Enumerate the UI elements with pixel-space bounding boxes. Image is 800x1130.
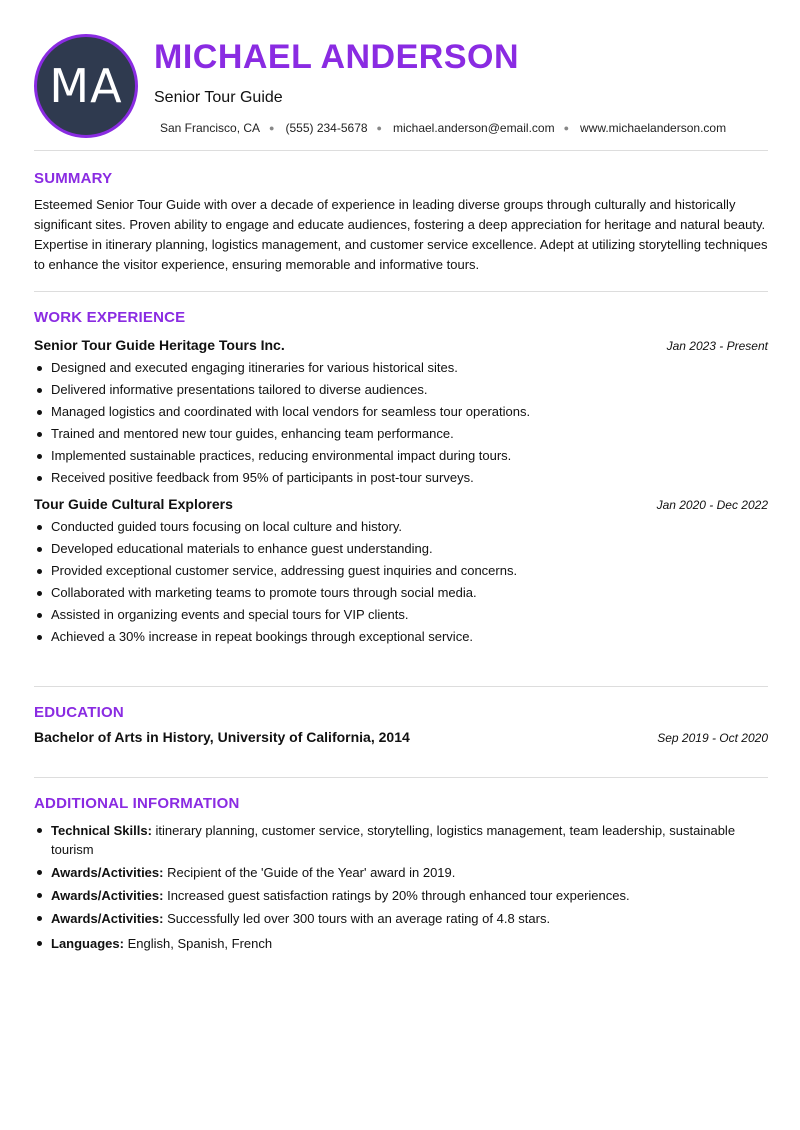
bullet-item: Managed logistics and coordinated with local vendors for seamless tour operations.	[34, 401, 768, 423]
summary-heading: SUMMARY	[34, 170, 113, 187]
additional-heading: ADDITIONAL INFORMATION	[34, 795, 240, 812]
job-dates: Jan 2020 - Dec 2022	[656, 498, 768, 512]
section-divider	[34, 686, 768, 687]
bullet-item: Conducted guided tours focusing on local culture and history.	[34, 516, 768, 538]
job-bullets	[34, 357, 768, 489]
bullet-item: Received positive feedback from 95% of participants in post-tour surveys.	[34, 467, 768, 489]
info-label: Technical Skills:	[51, 823, 152, 838]
summary-section	[34, 170, 768, 275]
candidate-title: Senior Tour Guide	[154, 89, 283, 106]
additional-section	[34, 795, 768, 957]
education-degree: Bachelor of Arts in History, University of California, 2014	[34, 729, 410, 745]
job-entry	[34, 337, 768, 489]
job-title: Tour Guide Cultural Explorers	[34, 496, 233, 512]
education-heading: EDUCATION	[34, 704, 124, 721]
info-item	[34, 863, 768, 882]
separator-dot: ●	[376, 123, 382, 133]
job-entry	[34, 496, 768, 648]
contact-location: San Francisco, CA	[160, 121, 261, 135]
info-text: Successfully led over 300 tours with an average rating of 4.8 stars.	[167, 911, 551, 926]
bullet-item: Assisted in organizing events and special tours for VIP clients.	[34, 604, 768, 626]
contact-website[interactable]: www.michaelanderson.com	[580, 121, 727, 135]
info-text: itinerary planning, customer service, storytelling, logistics management, team leadership, sustainable tourism	[51, 823, 736, 857]
education-section	[34, 704, 768, 745]
section-divider	[34, 150, 768, 151]
job-title: Senior Tour Guide Heritage Tours Inc.	[34, 337, 285, 353]
candidate-name: MICHAEL ANDERSON	[154, 38, 520, 76]
bullet-item: Achieved a 30% increase in repeat bookings through exceptional service.	[34, 626, 768, 648]
info-item	[34, 909, 768, 928]
avatar-initials: MA	[49, 59, 123, 113]
contact-email[interactable]: michael.anderson@email.com	[392, 121, 555, 135]
bullet-item: Designed and executed engaging itineraries for various historical sites.	[34, 357, 768, 379]
info-item	[34, 886, 768, 905]
info-label: Awards/Activities:	[51, 888, 164, 903]
info-item	[34, 934, 768, 953]
bullet-item: Provided exceptional customer service, addressing guest inquiries and concerns.	[34, 560, 768, 582]
info-label: Awards/Activities:	[51, 911, 164, 926]
info-label: Languages:	[51, 936, 124, 951]
additional-list	[34, 821, 768, 953]
info-text: English, Spanish, French	[127, 936, 273, 951]
resume-header	[34, 34, 768, 138]
summary-text: Esteemed Senior Tour Guide with over a decade of experience in leading diverse groups through culturally and historically significant sites. Proven ability to engage and educate audiences, fostering a deep appreciation for heritage and natural beauty. Expertise in itinerary planning, logistics management, and customer service excellence. Adept at utilizing storytelling techniques to enhance the visitor experience, ensuring memorable and informative tours.	[34, 197, 768, 272]
separator-dot: ●	[563, 123, 570, 133]
info-text: Recipient of the 'Guide of the Year' award in 2019.	[167, 865, 456, 880]
job-dates: Jan 2023 - Present	[666, 339, 768, 353]
info-label: Awards/Activities:	[51, 865, 164, 880]
contact-phone: (555) 234-5678	[285, 121, 368, 135]
section-divider	[34, 777, 768, 778]
bullet-item: Delivered informative presentations tailored to diverse audiences.	[34, 379, 768, 401]
contact-bar	[160, 121, 726, 135]
avatar	[34, 34, 138, 138]
education-dates: Sep 2019 - Oct 2020	[657, 731, 768, 745]
separator-dot: ●	[269, 123, 275, 133]
job-bullets	[34, 516, 768, 648]
experience-section	[34, 309, 768, 648]
info-item	[34, 821, 768, 859]
bullet-item: Developed educational materials to enhance guest understanding.	[34, 538, 768, 560]
experience-heading: WORK EXPERIENCE	[34, 309, 186, 326]
section-divider	[34, 291, 768, 292]
bullet-item: Trained and mentored new tour guides, enhancing team performance.	[34, 423, 768, 445]
info-text: Increased guest satisfaction ratings by 20% through enhanced tour experiences.	[167, 888, 630, 903]
bullet-item: Implemented sustainable practices, reducing environmental impact during tours.	[34, 445, 768, 467]
bullet-item: Collaborated with marketing teams to promote tours through social media.	[34, 582, 768, 604]
